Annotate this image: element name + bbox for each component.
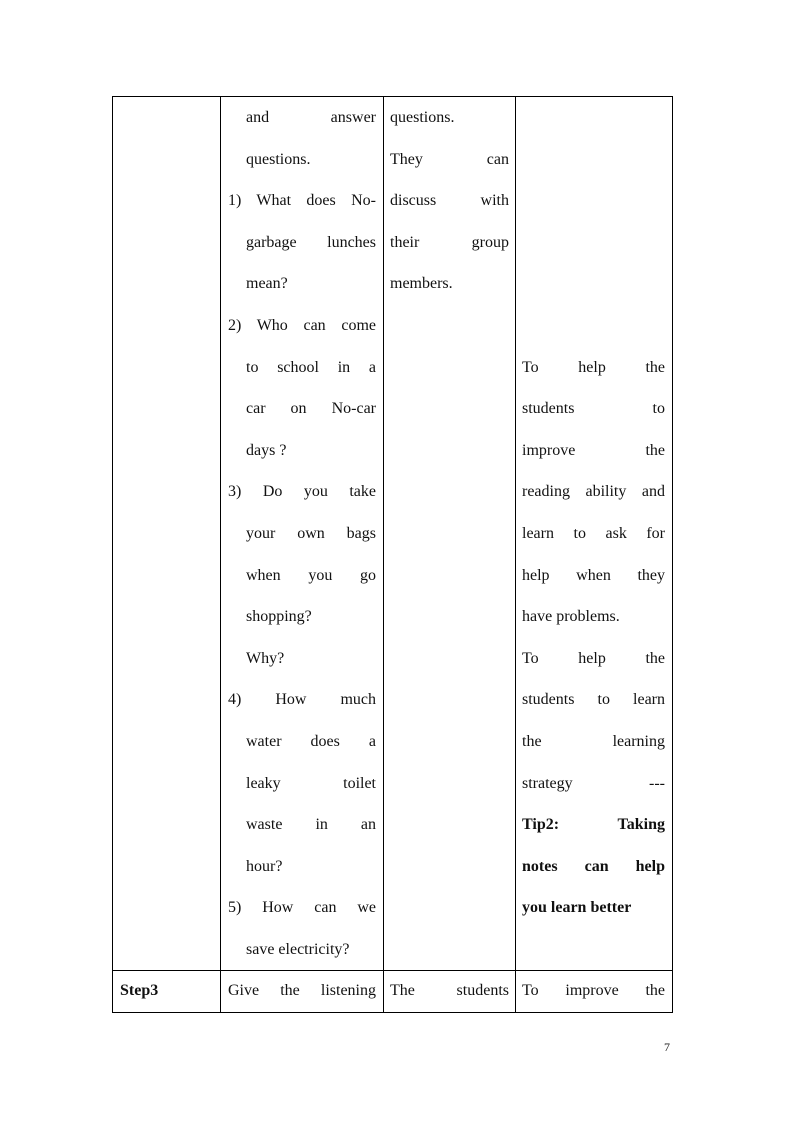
text-line: car on No-car (246, 400, 376, 418)
text-line: you learn better (522, 899, 632, 917)
teacher-activity-text: Give the listening (228, 982, 376, 1000)
text-line: learn to ask for (522, 524, 665, 542)
purpose-lines (516, 97, 672, 929)
student-activity-text: The students (390, 982, 509, 1000)
text-line (522, 180, 665, 222)
text-line (522, 139, 665, 181)
text-line: 3) Do you take (228, 483, 376, 501)
text-line: have problems. (522, 608, 620, 626)
student-activity-cell (384, 971, 516, 1013)
text-line: mean? (246, 275, 288, 293)
text-line (522, 222, 665, 264)
text-line: improve the (522, 441, 665, 459)
text-line: questions. (390, 109, 455, 126)
text-line: 2) Who can come (228, 316, 376, 334)
purpose-cell (516, 971, 673, 1013)
student-activity-lines (384, 97, 515, 305)
teacher-activity-lines (221, 97, 383, 970)
text-line: waste in an (246, 816, 376, 834)
text-line: members. (390, 275, 453, 293)
text-line: Tip2: Taking (522, 816, 665, 834)
text-line: when you go (246, 566, 376, 584)
text-line: garbage lunches (246, 233, 376, 251)
text-line: 4) How much (228, 691, 376, 709)
teacher-activity-cell (221, 971, 384, 1013)
teacher-activity-cell (221, 97, 384, 971)
table-row (113, 97, 673, 971)
text-line: hour? (246, 857, 283, 875)
text-line: leaky toilet (246, 774, 376, 792)
text-line: To help the (522, 358, 665, 376)
text-line: shopping? (246, 608, 312, 626)
text-line: discuss with (390, 192, 509, 210)
text-line (522, 97, 665, 139)
text-line: your own bags (246, 524, 376, 542)
text-line: their group (390, 233, 509, 251)
page-number: 7 (664, 1040, 670, 1054)
table-row (113, 971, 673, 1013)
text-line (522, 263, 665, 305)
text-line (522, 305, 665, 347)
text-line: 1) What does No- (228, 192, 376, 210)
lesson-plan-table-wrapper (112, 96, 672, 1013)
text-line: reading ability and (522, 483, 665, 501)
purpose-cell (516, 97, 673, 971)
text-line: questions. (246, 150, 311, 168)
lesson-plan-table (112, 96, 673, 1013)
text-line: help when they (522, 566, 665, 584)
text-line: Why? (246, 649, 285, 667)
text-line: notes can help (522, 857, 665, 875)
text-line: the learning (522, 732, 665, 750)
step-cell (113, 971, 221, 1013)
text-line: They can (390, 150, 509, 168)
text-line: water does a (246, 732, 376, 750)
step-cell (113, 97, 221, 971)
text-line: strategy --- (522, 774, 665, 792)
text-line: save electricity? (246, 940, 350, 958)
text-line: 5) How can we (228, 899, 376, 917)
text-line: students to learn (522, 691, 665, 709)
text-line: students to (522, 400, 665, 418)
text-line: days ? (246, 441, 287, 459)
student-activity-cell (384, 97, 516, 971)
text-line: to school in a (246, 358, 376, 376)
text-line: and answer (246, 109, 376, 126)
step-label: Step3 (120, 982, 159, 1000)
purpose-text: To improve the (522, 982, 665, 1000)
text-line: To help the (522, 649, 665, 667)
